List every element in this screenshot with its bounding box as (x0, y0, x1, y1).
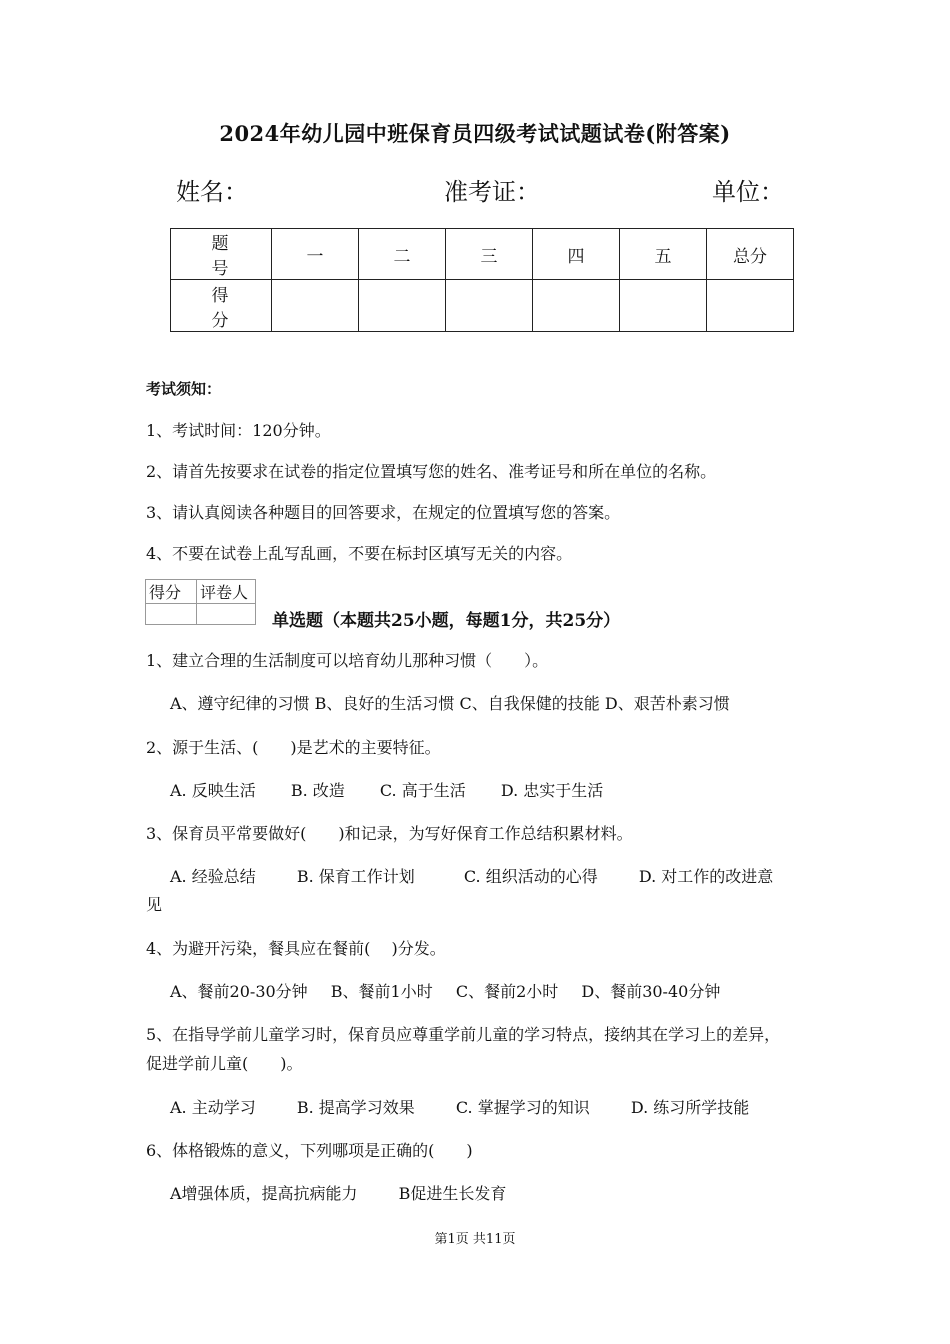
grader-name-label: 评卷人 (197, 580, 256, 604)
option-b: B、良好的生活习惯 (314, 694, 455, 713)
score-cell-3 (446, 280, 533, 332)
question-4-options (170, 979, 720, 1002)
question-number-label: 题 号 (171, 229, 272, 280)
option-c: C、餐前2小时 (455, 982, 559, 1001)
question-3-wrap: 见 (146, 895, 163, 914)
option-d: D. 对工作的改进意 (638, 867, 774, 886)
score-cell-5 (620, 280, 707, 332)
option-d: D. 忠实于生活 (500, 781, 604, 800)
section-title: 单选题（本题共25小题，每题1分，共25分） (272, 611, 621, 631)
option-b: B促进生长发育 (398, 1184, 507, 1203)
total-header: 总分 (707, 229, 794, 280)
option-c: C. 高于生活 (379, 781, 466, 800)
score-table-header-row (171, 229, 794, 280)
option-b: B. 保育工作计划 (296, 867, 415, 886)
score-cell-1 (272, 280, 359, 332)
grader-name-cell (197, 604, 256, 625)
option-a: A. 经验总结 (170, 867, 256, 886)
page-title: 2024年幼儿园中班保育员四级考试试题试卷(附答案) (219, 121, 731, 146)
notice-title: 考试须知： (146, 380, 222, 398)
score-label: 得 分 (171, 280, 272, 332)
page-footer: 第1页 共11页 (434, 1232, 516, 1247)
question-2-options (170, 778, 603, 801)
option-b: B、餐前1小时 (330, 982, 433, 1001)
grader-box (145, 579, 256, 625)
option-b: B. 改造 (290, 781, 345, 800)
option-a: A、餐前20-30分钟 (170, 982, 308, 1001)
score-table (170, 228, 794, 332)
notice-item: 2、请首先按要求在试卷的指定位置填写您的姓名、准考证号和所在单位的名称。 (146, 462, 717, 481)
question-1: 1、建立合理的生活制度可以培育幼儿那种习惯（ ）。 (146, 651, 549, 670)
option-d: D、餐前30-40分钟 (581, 982, 721, 1001)
exam-id-label: 准考证： (444, 178, 540, 206)
question-5-line-2: 促进学前儿童( )。 (146, 1054, 303, 1073)
question-6-options (170, 1181, 506, 1204)
notice-item: 4、不要在试卷上乱写乱画，不要在标封区填写无关的内容。 (146, 544, 573, 563)
question-5-options (170, 1095, 749, 1118)
option-c: C. 组织活动的心得 (463, 867, 598, 886)
grader-score-label: 得分 (146, 580, 197, 604)
section-5-header: 五 (620, 229, 707, 280)
question-5: 5、在指导学前儿童学习时，保育员应尊重学前儿童的学习特点，接纳其在学习上的差异， (146, 1025, 781, 1044)
option-a: A增强体质，提高抗病能力 (170, 1184, 358, 1203)
option-a: A. 主动学习 (170, 1098, 256, 1117)
option-b: B. 提高学习效果 (296, 1098, 415, 1117)
question-6: 6、体格锻炼的意义，下列哪项是正确的( ) (146, 1141, 473, 1160)
option-a: A、遵守纪律的习惯 (170, 694, 310, 713)
section-2-header: 二 (359, 229, 446, 280)
notice-item: 1、考试时间：120分钟。 (146, 421, 331, 440)
section-1-header: 一 (272, 229, 359, 280)
option-c: C. 掌握学习的知识 (455, 1098, 590, 1117)
question-1-options (170, 691, 730, 714)
unit-label: 单位： (712, 178, 784, 206)
option-d: D. 练习所学技能 (630, 1098, 750, 1117)
question-2: 2、源于生活、( )是艺术的主要特征。 (146, 738, 441, 757)
option-d: D、艰苦朴素习惯 (604, 694, 730, 713)
grader-score-cell (146, 604, 197, 625)
question-3: 3、保育员平常要做好( )和记录，为写好保育工作总结积累材料。 (146, 824, 633, 843)
section-4-header: 四 (533, 229, 620, 280)
question-4: 4、为避开污染，餐具应在餐前( )分发。 (146, 939, 446, 958)
score-cell-2 (359, 280, 446, 332)
score-cell-total (707, 280, 794, 332)
score-cell-4 (533, 280, 620, 332)
question-3-options (170, 864, 773, 887)
section-3-header: 三 (446, 229, 533, 280)
notice-item: 3、请认真阅读各种题目的回答要求，在规定的位置填写您的答案。 (146, 503, 621, 522)
name-label: 姓名： (176, 178, 248, 206)
option-c: C、自我保健的技能 (459, 694, 600, 713)
score-table-score-row (171, 280, 794, 332)
option-a: A. 反映生活 (170, 781, 256, 800)
